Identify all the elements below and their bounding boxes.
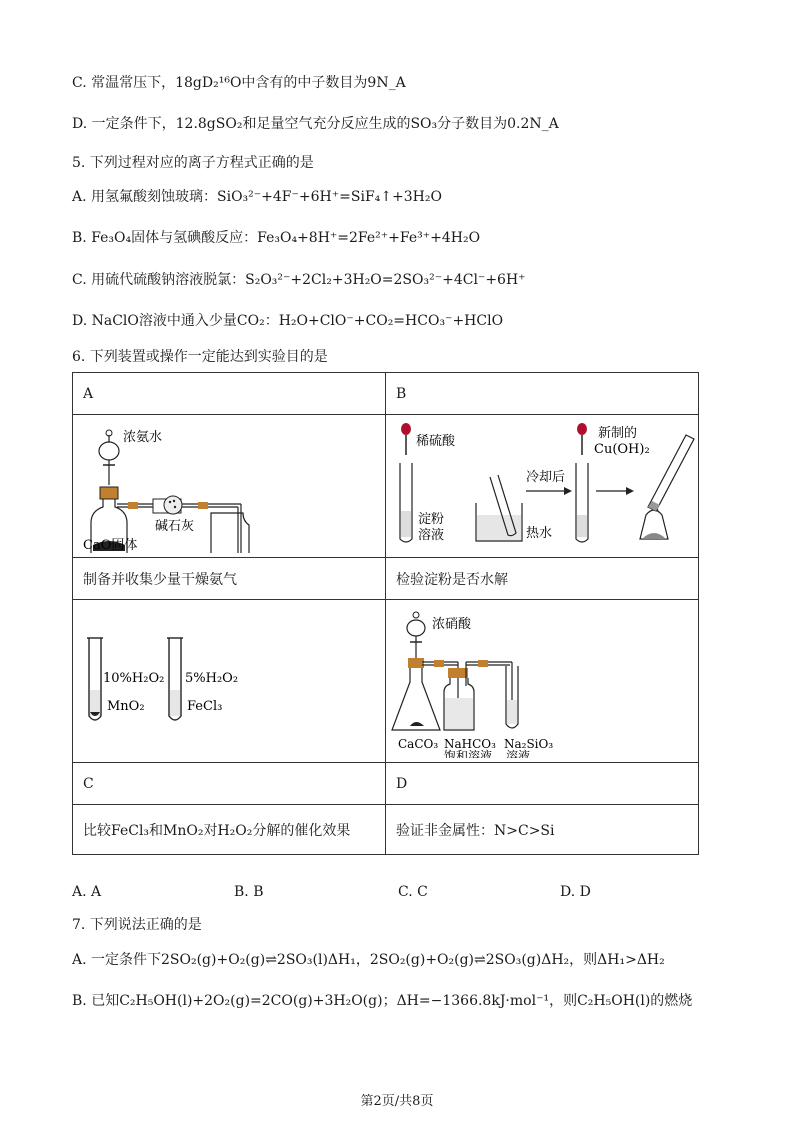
label-fecl3: FeCl₃ — [187, 699, 223, 714]
label-saturated-solution: 饱和溶液 — [444, 749, 493, 758]
figure-c — [73, 600, 386, 763]
q5-option-a: A. 用氢氟酸刻蚀玻璃：SiO₃²⁻+4F⁻+6H⁺=SiF₄↑+3H₂O — [72, 189, 442, 205]
figure-a — [73, 415, 386, 558]
q4-option-c: C. 常温常压下，18gD₂¹⁶O中含有的中子数目为9N_A — [72, 75, 406, 91]
question-7: 7. 下列说法正确的是 — [72, 917, 202, 933]
cell-desc-c: 比较FeCl₃和MnO₂对H₂O₂分解的催化效果 — [73, 805, 386, 855]
figure-b — [386, 415, 699, 558]
experiment-table — [72, 372, 699, 855]
cell-label-c: C — [73, 763, 386, 805]
label-sio3-solution: 溶液 — [506, 749, 531, 758]
figure-d — [386, 600, 699, 763]
cell-label-a: A — [73, 373, 386, 415]
label-conc-hno3: 浓硝酸 — [432, 617, 472, 632]
label-5pct-h2o2: 5%H₂O₂ — [185, 671, 239, 686]
question-5: 5. 下列过程对应的离子方程式正确的是 — [72, 155, 314, 171]
q4-option-d: D. 一定条件下，12.8gSO₂和足量空气充分反应生成的SO₃分子数目为0.2N_A — [72, 116, 559, 132]
q6-option-c: C. C — [398, 884, 428, 900]
cell-label-b: B — [386, 373, 699, 415]
label-starch-solution: 溶液 — [418, 528, 445, 543]
label-dilute-h2so4: 稀硫酸 — [416, 434, 456, 449]
q7-option-a: A. 一定条件下2SO₂(g)+O₂(g)⇌2SO₃(l)ΔH₁，2SO₂(g)+O₂(g)⇌2SO₃(g)ΔH₂，则ΔH₁>ΔH₂ — [72, 952, 665, 968]
label-caco3: CaCO₃ — [398, 737, 439, 751]
q6-option-d: D. D — [560, 884, 591, 900]
cell-label-d: D — [386, 763, 699, 805]
label-hot-water: 热水 — [526, 526, 553, 541]
page-footer: 第2页/共8页 — [360, 1094, 434, 1109]
q5-option-c: C. 用硫代硫酸钠溶液脱氯：S₂O₃²⁻+2Cl₂+3H₂O=2SO₃²⁻+4Cl⁻+6H⁺ — [72, 272, 526, 288]
cell-desc-a: 制备并收集少量干燥氨气 — [73, 558, 386, 600]
q7-option-b: B. 已知C₂H₅OH(l)+2O₂(g)=2CO(g)+3H₂O(g)；ΔH=−1366.8kJ·mol⁻¹，则C₂H₅OH(l)的燃烧 — [72, 993, 693, 1009]
label-na2sio3: Na₂SiO₃ — [504, 737, 554, 751]
label-soda-lime: 碱石灰 — [155, 519, 195, 534]
question-6: 6. 下列装置或操作一定能达到实验目的是 — [72, 349, 328, 365]
label-after-cooling: 冷却后 — [526, 470, 566, 485]
q5-option-d: D. NaClO溶液中通入少量CO₂：H₂O+ClO⁻+CO₂=HCO₃⁻+HClO — [72, 313, 504, 329]
label-cao-solid: CaO固体 — [83, 538, 138, 553]
label-mno2: MnO₂ — [107, 699, 145, 714]
label-cu-oh2: Cu(OH)₂ — [594, 442, 650, 457]
q6-option-a: A. A — [72, 884, 102, 900]
label-starch: 淀粉 — [418, 512, 445, 527]
cell-desc-d: 验证非金属性：N>C>Si — [386, 805, 699, 855]
q5-option-b: B. Fe₃O₄固体与氢碘酸反应：Fe₃O₄+8H⁺=2Fe²⁺+Fe³⁺+4H₂O — [72, 230, 481, 246]
cell-desc-b: 检验淀粉是否水解 — [386, 558, 699, 600]
label-fresh: 新制的 — [598, 426, 638, 441]
label-nahco3: NaHCO₃ — [444, 737, 496, 751]
q6-option-b: B. B — [234, 884, 264, 900]
label-10pct-h2o2: 10%H₂O₂ — [103, 671, 165, 686]
label-conc-ammonia: 浓氨水 — [123, 430, 163, 445]
